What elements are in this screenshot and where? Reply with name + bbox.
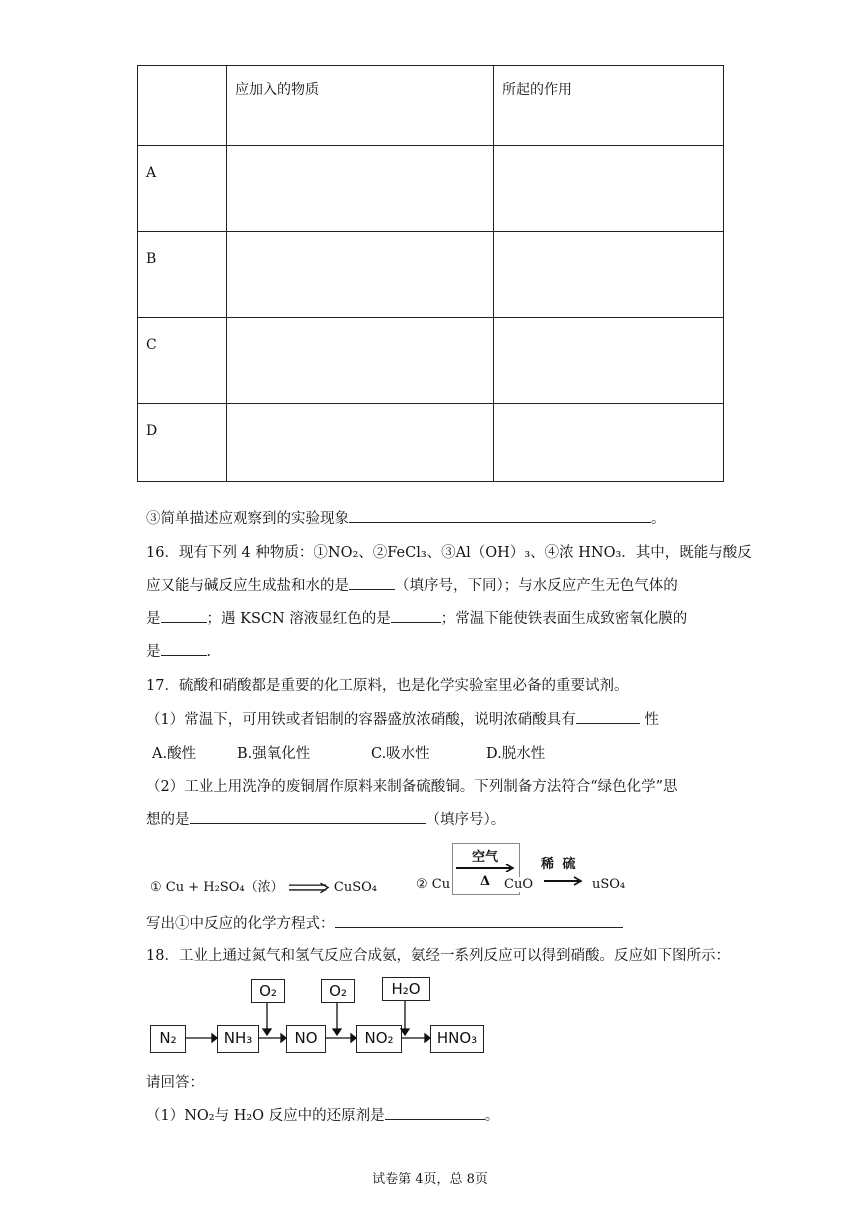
option-d[interactable]: D.脱水性 bbox=[486, 746, 546, 762]
q16-text: 是 bbox=[146, 644, 161, 660]
method-1 bbox=[150, 876, 377, 895]
table-row bbox=[138, 146, 724, 232]
q16-line4 bbox=[146, 640, 221, 661]
q17-intro: 17．硫酸和硝酸都是重要的化工原料，也是化学实验室里必备的重要试剂。 bbox=[146, 678, 629, 694]
heat-symbol: Δ bbox=[479, 874, 491, 889]
method-2-start: ② Cu bbox=[416, 877, 451, 892]
q15-part3-end: 。 bbox=[651, 511, 666, 527]
answer-blank[interactable] bbox=[190, 809, 426, 824]
row-label: C bbox=[138, 318, 227, 404]
q16-line3 bbox=[146, 607, 687, 628]
page-footer: 试卷第 4页，总 8页 bbox=[372, 1172, 488, 1187]
nitric-acid-flow-diagram bbox=[150, 977, 490, 1055]
q16-text: 应又能与碱反应生成盐和水的是 bbox=[146, 578, 349, 594]
option-c[interactable]: C.吸水性 bbox=[371, 746, 430, 762]
q16-text: ；常温下能使铁表面生成致密氧化膜的 bbox=[440, 611, 688, 627]
answer-blank[interactable] bbox=[335, 913, 623, 928]
answer-blank[interactable] bbox=[391, 608, 441, 623]
reagent-h2o: H₂O bbox=[382, 977, 430, 1001]
answer-blank[interactable] bbox=[161, 608, 207, 623]
table-cell[interactable] bbox=[494, 404, 724, 482]
q17-text: 写出①中反应的化学方程式： bbox=[146, 916, 335, 932]
table-header-cell: 应加入的物质 bbox=[227, 66, 494, 146]
reagent-table bbox=[137, 65, 724, 482]
method-2-product: uSO₄ bbox=[592, 877, 626, 892]
table-header-cell bbox=[138, 66, 227, 146]
method-2-intermediate: CuO bbox=[504, 877, 533, 892]
q16-line2 bbox=[146, 574, 678, 595]
row-label: B bbox=[138, 232, 227, 318]
answer-blank[interactable] bbox=[385, 1105, 485, 1120]
q15-part3-text: ③简单描述应观察到的实验现象 bbox=[146, 511, 349, 527]
node-n2: N₂ bbox=[150, 1025, 186, 1053]
reagent-o2: O₂ bbox=[321, 979, 355, 1003]
reaction-arrow-icon bbox=[288, 882, 330, 894]
q18-text: （1）NO₂与 H₂O 反应中的还原剂是 bbox=[146, 1108, 385, 1124]
node-no2: NO₂ bbox=[356, 1025, 402, 1053]
q16-text: ． bbox=[206, 644, 221, 660]
q18-part1 bbox=[146, 1104, 499, 1125]
table-cell[interactable] bbox=[227, 232, 494, 318]
node-hno3: HNO₃ bbox=[430, 1025, 484, 1053]
table-row bbox=[138, 404, 724, 482]
node-no: NO bbox=[286, 1025, 326, 1053]
table-row bbox=[138, 232, 724, 318]
q17-part1 bbox=[146, 708, 659, 729]
q17-text: （填序号）。 bbox=[425, 812, 506, 828]
q16-text: 是 bbox=[146, 611, 161, 627]
answer-blank[interactable] bbox=[576, 709, 640, 724]
table-cell[interactable] bbox=[494, 318, 724, 404]
node-nh3: NH₃ bbox=[217, 1025, 259, 1053]
option-b[interactable]: B.强氧化性 bbox=[237, 746, 311, 762]
arrow-right-icon bbox=[455, 864, 515, 872]
q18-text: 。 bbox=[484, 1108, 500, 1124]
row-label: D bbox=[138, 404, 227, 482]
method-1-product: CuSO₄ bbox=[333, 880, 377, 895]
method-1-text: ① Cu + H₂SO₄（浓） bbox=[150, 880, 284, 895]
q17-text: 想的是 bbox=[146, 812, 190, 828]
table-cell[interactable] bbox=[494, 232, 724, 318]
q17-part2-line2 bbox=[146, 808, 505, 829]
row-label: A bbox=[138, 146, 227, 232]
method-2 bbox=[416, 843, 626, 895]
answer-blank[interactable] bbox=[349, 508, 651, 523]
q17-text: 性 bbox=[639, 712, 659, 728]
flow-arrows bbox=[150, 977, 490, 1055]
air-label: 空气 bbox=[471, 850, 498, 865]
dilute-sulfuric-label: 稀 硫 bbox=[541, 857, 578, 872]
answer-blank[interactable] bbox=[161, 641, 207, 656]
q16-line1: 16．现有下列 4 种物质：①NO₂、②FeCl₃、③Al（OH）₃、④浓 HNO₃．其中，既能与酸反 bbox=[146, 545, 752, 561]
table-row bbox=[138, 318, 724, 404]
table-cell[interactable] bbox=[227, 146, 494, 232]
table-header-row bbox=[138, 66, 724, 146]
q18-please-answer: 请回答： bbox=[146, 1075, 204, 1091]
table-cell[interactable] bbox=[227, 404, 494, 482]
answer-blank[interactable] bbox=[349, 575, 395, 590]
q17-part2-line1: （2）工业上用洗净的废铜屑作原料来制备硫酸铜。下列制备方法符合“绿色化学”思 bbox=[146, 779, 678, 795]
reagent-o2: O₂ bbox=[251, 979, 285, 1003]
q16-text: ；遇 KSCN 溶液显红色的是 bbox=[206, 611, 391, 627]
table-cell[interactable] bbox=[494, 146, 724, 232]
table-header-cell: 所起的作用 bbox=[494, 66, 724, 146]
table-cell[interactable] bbox=[227, 318, 494, 404]
arrow-right-icon bbox=[543, 876, 583, 886]
q17-text: （1）常温下，可用铁或者铝制的容器盛放浓硝酸，说明浓硝酸具有 bbox=[146, 712, 576, 728]
q17-options bbox=[152, 742, 545, 763]
q15-part3 bbox=[146, 507, 666, 528]
option-a[interactable]: A.酸性 bbox=[152, 746, 197, 762]
q17-write bbox=[146, 912, 623, 933]
q18-intro: 18．工业上通过氮气和氢气反应合成氨，氨经一系列反应可以得到硝酸。反应如下图所示： bbox=[146, 948, 730, 964]
q16-text: （填序号，下同）；与水反应产生无色气体的 bbox=[395, 578, 678, 594]
